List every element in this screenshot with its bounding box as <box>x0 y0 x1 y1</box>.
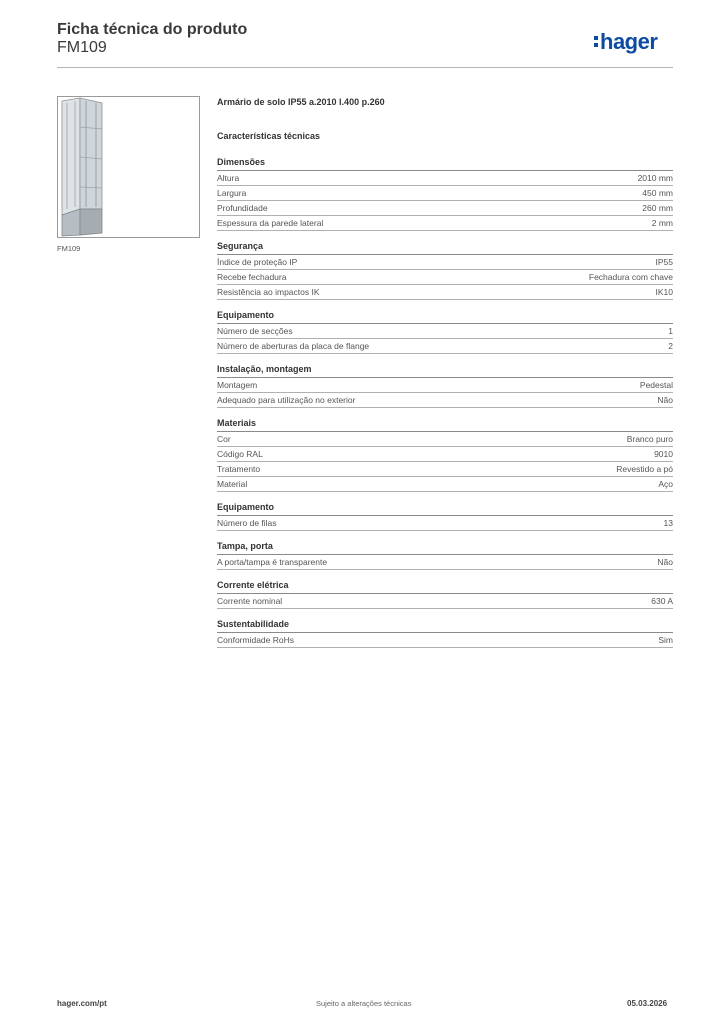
spec-value: 630 A <box>651 596 673 606</box>
header-divider <box>57 67 673 68</box>
spec-row <box>217 270 673 285</box>
section-seguranca <box>217 240 673 300</box>
section-title: Instalação, montagem <box>217 363 673 378</box>
section-instalacao <box>217 363 673 408</box>
spec-row <box>217 171 673 186</box>
section-title: Segurança <box>217 240 673 255</box>
spec-row <box>217 201 673 216</box>
spec-content <box>217 96 673 657</box>
spec-value: 1 <box>668 326 673 336</box>
spec-row <box>217 339 673 354</box>
spec-value: 260 mm <box>642 203 673 213</box>
spec-label: Altura <box>217 173 240 183</box>
section-equipamento <box>217 309 673 354</box>
spec-label: Material <box>217 479 248 489</box>
spec-row <box>217 378 673 393</box>
spec-label: Conformidade RoHs <box>217 635 295 645</box>
spec-value: Aço <box>658 479 673 489</box>
spec-value: 9010 <box>654 449 673 459</box>
spec-label: Número de aberturas da placa de flange <box>217 341 370 351</box>
footer-disclaimer: Sujeito a alterações técnicas <box>316 999 412 1008</box>
spec-value: Fechadura com chave <box>588 272 673 282</box>
spec-label: Índice de proteção IP <box>217 257 298 267</box>
spec-row <box>217 462 673 477</box>
hager-logo[interactable] <box>594 29 657 55</box>
product-name: Armário de solo IP55 a.2010 l.400 p.260 <box>217 97 385 107</box>
spec-row <box>217 186 673 201</box>
spec-label: Montagem <box>217 380 258 390</box>
spec-label: Tratamento <box>217 464 261 474</box>
spec-value: Sim <box>658 635 673 645</box>
product-image <box>57 96 200 238</box>
spec-value: Não <box>657 557 673 567</box>
spec-row <box>217 285 673 300</box>
spec-row <box>217 477 673 492</box>
spec-value: IP55 <box>655 257 673 267</box>
section-title: Dimensões <box>217 156 673 171</box>
spec-label: Corrente nominal <box>217 596 283 606</box>
section-title: Equipamento <box>217 501 673 516</box>
section-corrente <box>217 579 673 609</box>
spec-row <box>217 432 673 447</box>
section-title: Corrente elétrica <box>217 579 673 594</box>
spec-row <box>217 516 673 531</box>
spec-value: Revestido a pó <box>616 464 673 474</box>
section-sustentabilidade <box>217 618 673 648</box>
spec-value: 2 <box>668 341 673 351</box>
spec-row <box>217 393 673 408</box>
product-code: FM109 <box>57 39 107 56</box>
logo-text: hager <box>600 29 658 54</box>
footer-website-link[interactable]: hager.com/pt <box>57 999 107 1008</box>
spec-value: 2010 mm <box>637 173 673 183</box>
spec-row <box>217 255 673 270</box>
spec-label: Cor <box>217 434 231 444</box>
spec-label: Código RAL <box>217 449 263 459</box>
spec-row <box>217 216 673 231</box>
spec-label: Número de secções <box>217 326 293 336</box>
spec-row <box>217 324 673 339</box>
spec-value: Branco puro <box>626 434 673 444</box>
spec-row <box>217 594 673 609</box>
image-caption: FM109 <box>57 244 81 253</box>
spec-label: Recebe fechadura <box>217 272 287 282</box>
spec-label: Profundidade <box>217 203 268 213</box>
spec-label: Largura <box>217 188 247 198</box>
section-title: Tampa, porta <box>217 540 673 555</box>
cabinet-illustration <box>58 97 199 237</box>
spec-label: Resistência ao impactos IK <box>217 287 320 297</box>
spec-value: IK10 <box>655 287 673 297</box>
spec-row <box>217 447 673 462</box>
section-title: Sustentabilidade <box>217 618 673 633</box>
spec-value: 2 mm <box>651 218 673 228</box>
logo-dots-icon <box>594 36 598 50</box>
spec-label: A porta/tampa é transparente <box>217 557 328 567</box>
section-equipamento-filas <box>217 501 673 531</box>
page-title: Ficha técnica do produto <box>57 21 248 38</box>
spec-value: Pedestal <box>639 380 673 390</box>
section-tampa-porta <box>217 540 673 570</box>
spec-value: Não <box>657 395 673 405</box>
section-title: Materiais <box>217 417 673 432</box>
footer-date: 05.03.2026 <box>627 999 668 1008</box>
spec-label: Espessura da parede lateral <box>217 218 324 228</box>
section-materiais <box>217 417 673 492</box>
section-title: Equipamento <box>217 309 673 324</box>
spec-label: Adequado para utilização no exterior <box>217 395 356 405</box>
characteristics-heading: Características técnicas <box>217 131 321 141</box>
spec-value: 450 mm <box>642 188 673 198</box>
section-dimensoes <box>217 156 673 231</box>
spec-value: 13 <box>663 518 673 528</box>
spec-row <box>217 555 673 570</box>
spec-label: Número de filas <box>217 518 277 528</box>
spec-row <box>217 633 673 648</box>
